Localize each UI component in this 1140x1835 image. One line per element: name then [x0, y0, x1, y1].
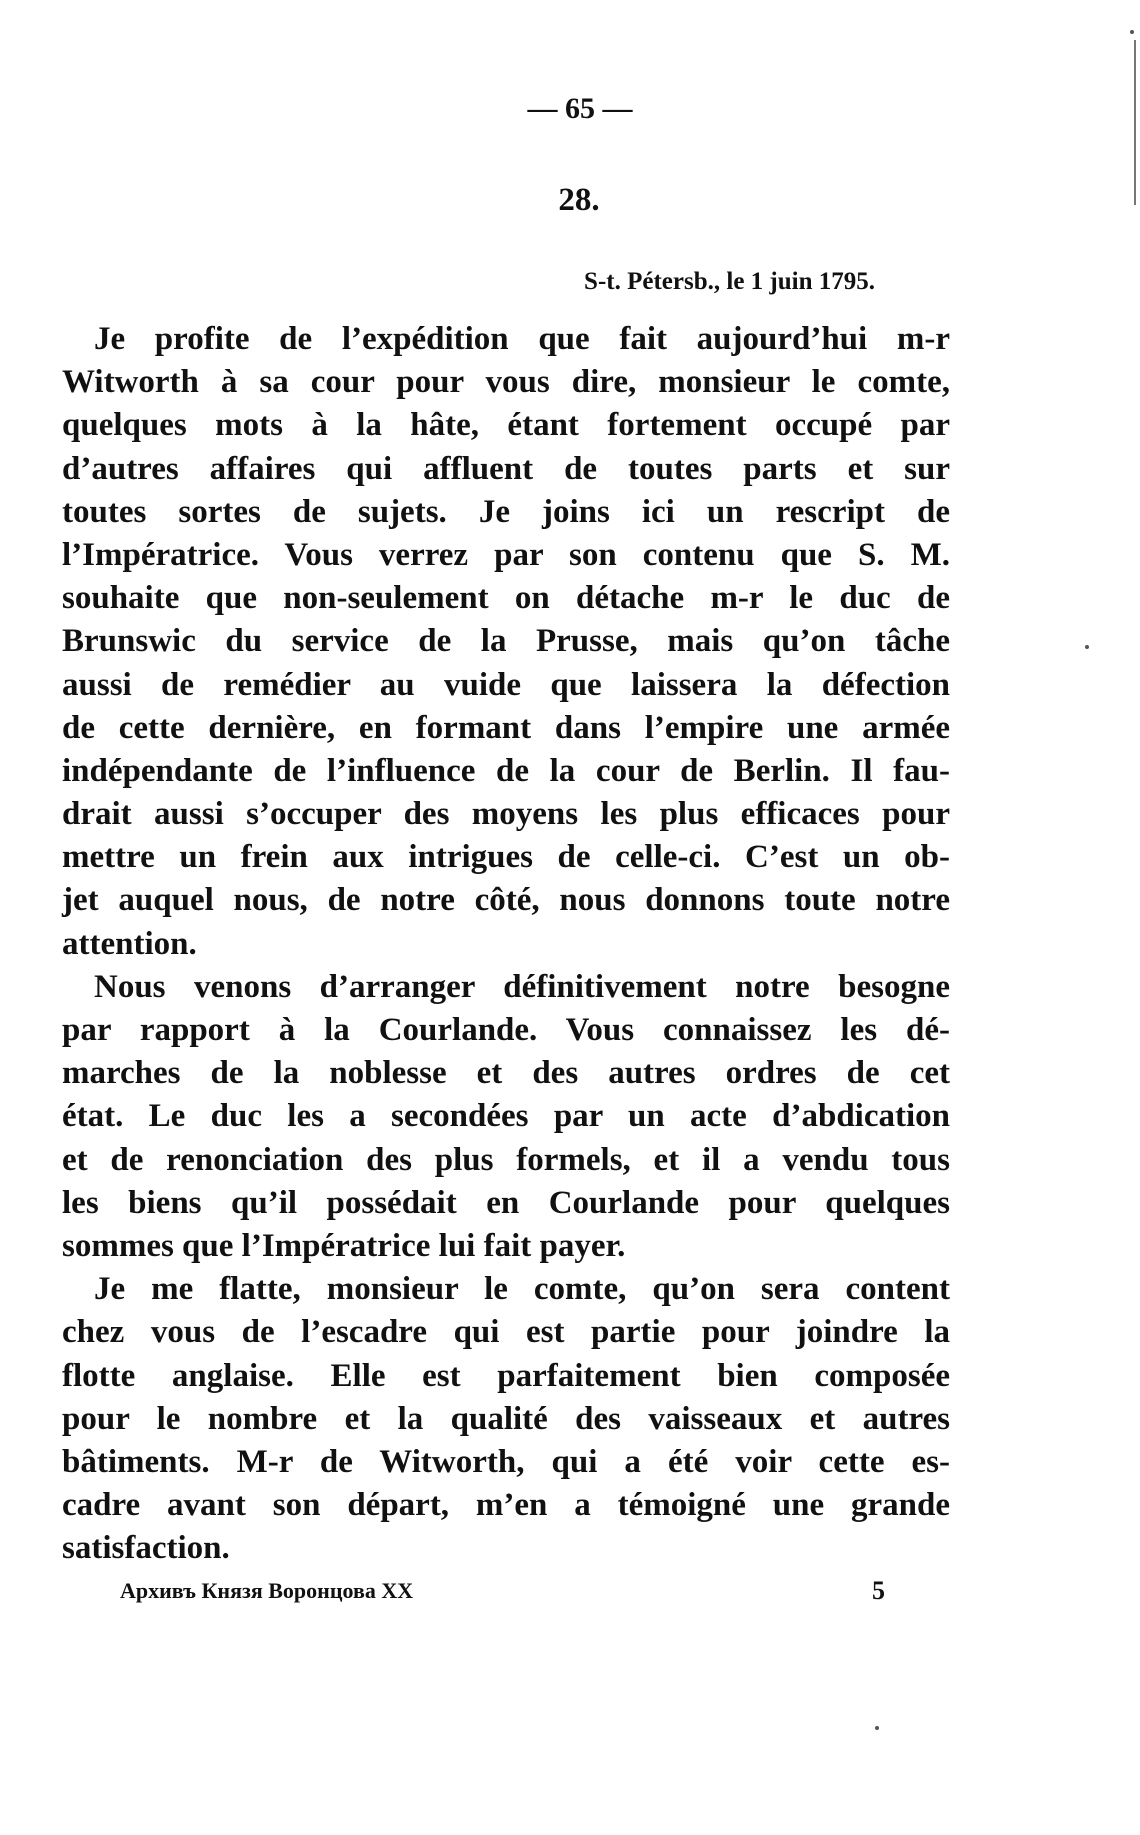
- text-line: l’Impératrice. Vous verrez par son contenu que S. M.: [62, 536, 950, 573]
- letter-body: [62, 318, 950, 1570]
- text-line: Witworth à sa cour pour vous dire, monsieur le comte,: [62, 364, 950, 401]
- text-line: attention.: [62, 925, 197, 962]
- text-line: toutes sortes de sujets. Je joins ici un rescript de: [62, 493, 950, 530]
- letter-number: 28.: [558, 182, 600, 218]
- scan-speck: [875, 1726, 879, 1730]
- text-line: cadre avant son départ, m’en a témoigné une grande: [62, 1487, 950, 1524]
- text-line: Je me flatte, monsieur le comte, qu’on sera content: [94, 1271, 950, 1308]
- text-line: marches de la noblesse et des autres ordres de cet: [62, 1055, 950, 1092]
- text-line: pour le nombre et la qualité des vaisseaux et autres: [62, 1400, 950, 1437]
- signature-mark: 5: [872, 1576, 885, 1605]
- text-line: chez vous de l’escadre qui est partie pour joindre la: [62, 1314, 950, 1351]
- paragraph-3: [62, 1268, 950, 1570]
- text-line: Nous venons d’arranger définitivement notre besogne: [94, 968, 950, 1005]
- text-line: mettre un frein aux intrigues de celle-ci. C’est un ob-: [62, 839, 950, 876]
- text-line: d’autres affaires qui affluent de toutes parts et sur: [62, 450, 950, 487]
- text-line: Brunswic du service de la Prusse, mais qu’on tâche: [62, 623, 950, 660]
- text-line: drait aussi s’occuper des moyens les plus efficaces pour: [62, 796, 950, 833]
- text-line: flotte anglaise. Elle est parfaitement bien composée: [62, 1357, 950, 1394]
- scan-speck: [1130, 30, 1134, 34]
- page-number-header: — 65 —: [527, 92, 633, 125]
- text-line: aussi de remédier au vuide que laissera la défection: [62, 666, 950, 703]
- text-line: bâtiments. M-r de Witworth, qui a été voir cette es-: [62, 1443, 950, 1480]
- text-line: état. Le duc les a secondées par un acte d’abdication: [62, 1098, 950, 1135]
- paragraph-1: [62, 318, 950, 966]
- text-line: Je profite de l’expédition que fait aujourd’hui m-r: [94, 321, 950, 357]
- archive-title: Архивъ Князя Воронцова XX: [120, 1578, 414, 1603]
- text-line: quelques mots à la hâte, étant fortement occupé par: [62, 407, 950, 444]
- text-line: et de renonciation des plus formels, et il a vendu tous: [62, 1141, 950, 1178]
- dateline: S-t. Pétersb., le 1 juin 1795.: [584, 268, 875, 295]
- text-line: satisfaction.: [62, 1530, 230, 1567]
- scan-speck: [1085, 645, 1089, 649]
- text-line: souhaite que non-seulement on détache m-r le duc de: [62, 580, 950, 617]
- text-line: indépendante de l’influence de la cour de Berlin. Il fau-: [62, 752, 950, 789]
- text-line: de cette dernière, en formant dans l’empire une armée: [62, 709, 950, 746]
- text-line: sommes que l’Impératrice lui fait payer.: [62, 1227, 626, 1264]
- paragraph-2: [62, 966, 950, 1268]
- text-line: jet auquel nous, de notre côté, nous donnons toute notre: [62, 882, 950, 919]
- text-line: les biens qu’il possédait en Courlande pour quelques: [62, 1184, 950, 1221]
- text-line: par rapport à la Courlande. Vous connaissez les dé-: [62, 1012, 950, 1048]
